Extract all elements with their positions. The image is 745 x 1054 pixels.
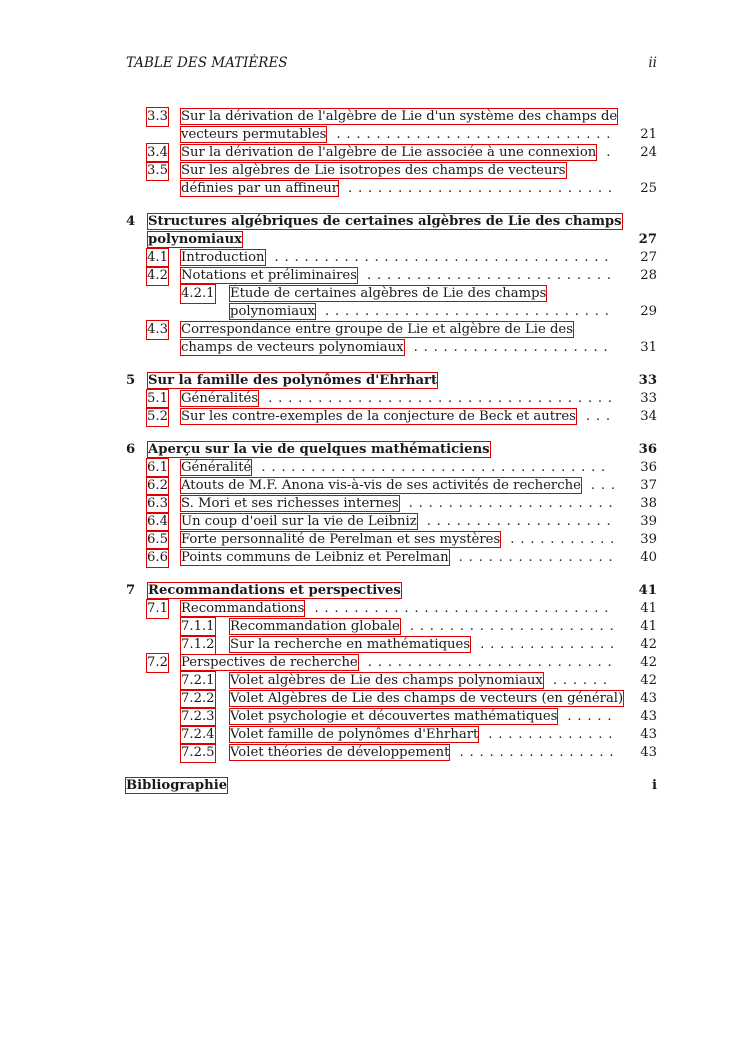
toc-entry-number[interactable]: 4.2.1 bbox=[181, 286, 215, 301]
toc-entry-number[interactable]: 4 bbox=[126, 214, 136, 229]
dot-leader: ... bbox=[575, 409, 616, 424]
toc-entry-page-number: 27 bbox=[638, 232, 657, 247]
toc-entry-title-link[interactable]: Sur les contre-exemples de la conjecture de Beck et autres bbox=[181, 409, 576, 424]
toc-entry-number[interactable]: 7.1.1 bbox=[181, 619, 215, 634]
table-of-contents bbox=[126, 108, 657, 795]
toc-subsection-entry[interactable] bbox=[126, 672, 657, 690]
toc-entry-number[interactable]: 7.1.2 bbox=[181, 637, 215, 652]
toc-entry-title-link[interactable]: Volet psychologie et découvertes mathématiques bbox=[230, 709, 558, 724]
toc-entry-page-number: 31 bbox=[640, 340, 657, 355]
toc-entry-page-number: 39 bbox=[640, 514, 657, 529]
dot-leader: ..................... bbox=[398, 496, 619, 511]
toc-entry-number[interactable]: 3.5 bbox=[147, 163, 168, 178]
dot-leader: ........................... bbox=[338, 181, 618, 196]
toc-subsection-entry[interactable] bbox=[126, 708, 657, 726]
toc-chapter-entry[interactable] bbox=[126, 213, 657, 249]
toc-entry-page-number: i bbox=[651, 778, 657, 793]
toc-bibliography-entry[interactable] bbox=[126, 777, 657, 795]
toc-entry-page-number: 42 bbox=[640, 637, 657, 652]
toc-subsection-entry[interactable] bbox=[126, 636, 657, 654]
toc-entry-number[interactable]: 5 bbox=[126, 373, 136, 388]
dot-leader: .................................. bbox=[264, 250, 615, 265]
toc-chapter-entry[interactable] bbox=[126, 372, 657, 390]
toc-entry-number[interactable]: 7.2.3 bbox=[181, 709, 215, 724]
dot-leader: ......................... bbox=[357, 655, 618, 670]
toc-entry-page-number: 43 bbox=[640, 745, 657, 760]
toc-entry-title-link[interactable]: S. Mori et ses richesses internes bbox=[181, 496, 399, 511]
toc-entry-title-link[interactable]: Correspondance entre groupe de Lie et algèbre de Lie des champs de vecteurs polynomiaux bbox=[181, 322, 573, 355]
toc-entry-number[interactable]: 4.2 bbox=[147, 268, 168, 283]
toc-subsection-entry[interactable] bbox=[126, 690, 657, 708]
toc-entry-number[interactable]: 7 bbox=[126, 583, 136, 598]
header-title: TABLE DES MATIÈRES bbox=[126, 55, 288, 71]
toc-entry-page-number: 37 bbox=[640, 478, 657, 493]
toc-entry-page-number: 24 bbox=[640, 145, 657, 160]
toc-section-entry[interactable] bbox=[126, 459, 657, 477]
toc-entry-title-link[interactable]: Volet Algèbres de Lie des champs de vecteurs (en général) bbox=[230, 691, 624, 706]
toc-section-entry[interactable] bbox=[126, 549, 657, 567]
toc-entry-page-number: 43 bbox=[640, 727, 657, 742]
dot-leader: ............................ bbox=[326, 127, 617, 142]
toc-chapter-entry[interactable] bbox=[126, 441, 657, 459]
toc-section-entry[interactable] bbox=[126, 495, 657, 513]
toc-entry-number[interactable]: 6.6 bbox=[147, 550, 168, 565]
toc-entry-page-number: 39 bbox=[640, 532, 657, 547]
toc-subsection-entry[interactable] bbox=[126, 285, 657, 321]
header-page-number: ii bbox=[648, 55, 657, 71]
toc-entry-title-link[interactable]: Recommandations et perspectives bbox=[148, 583, 401, 598]
toc-subsection-entry[interactable] bbox=[126, 726, 657, 744]
toc-subsection-entry[interactable] bbox=[126, 618, 657, 636]
dot-leader: ............. bbox=[478, 727, 619, 742]
toc-entry-number[interactable]: 5.2 bbox=[147, 409, 168, 424]
toc-entry-title-link[interactable]: Volet algèbres de Lie des champs polynomiaux bbox=[230, 673, 543, 688]
toc-entry-title-link[interactable]: Notations et préliminaires bbox=[181, 268, 358, 283]
toc-entry-page-number: 40 bbox=[640, 550, 657, 565]
toc-entry-title-link[interactable]: Points communs de Leibniz et Perelman bbox=[181, 550, 449, 565]
dot-leader: ............................. bbox=[315, 304, 615, 319]
toc-section-entry[interactable] bbox=[126, 600, 657, 618]
toc-entry-title-link[interactable]: Recommandation globale bbox=[230, 619, 400, 634]
toc-entry-number[interactable]: 6 bbox=[126, 442, 136, 457]
toc-entry-title-link[interactable]: Sur la famille des polynômes d'Ehrhart bbox=[148, 373, 438, 388]
toc-section-entry[interactable] bbox=[126, 654, 657, 672]
toc-entry-page-number: 36 bbox=[640, 460, 657, 475]
toc-entry-title-link[interactable]: Généralité bbox=[181, 460, 252, 475]
toc-entry-number[interactable]: 7.2.4 bbox=[181, 727, 215, 742]
toc-entry-number[interactable]: 4.1 bbox=[147, 250, 168, 265]
toc-entry-title-link[interactable]: Sur la recherche en mathématiques bbox=[230, 637, 471, 652]
toc-entry-number[interactable]: 6.4 bbox=[147, 514, 168, 529]
toc-section-entry[interactable] bbox=[126, 390, 657, 408]
toc-entry-page-number: 43 bbox=[640, 691, 657, 706]
toc-entry-title-link[interactable]: Sur la dérivation de l'algèbre de Lie associée à une connexion bbox=[181, 145, 597, 160]
toc-section-entry[interactable] bbox=[126, 144, 657, 162]
toc-entry-page-number: 43 bbox=[640, 709, 657, 724]
toc-entry-page-number: 38 bbox=[640, 496, 657, 511]
toc-entry-number[interactable]: 7.2 bbox=[147, 655, 168, 670]
toc-entry-page-number: 41 bbox=[640, 619, 657, 634]
toc-entry-number[interactable]: 4.3 bbox=[147, 322, 168, 337]
dot-leader: ................ bbox=[448, 550, 619, 565]
dot-leader: ......................... bbox=[357, 268, 617, 283]
toc-section-entry[interactable] bbox=[126, 162, 657, 198]
dot-leader: ................................... bbox=[258, 391, 618, 406]
toc-entry-number[interactable]: 6.3 bbox=[147, 496, 168, 511]
toc-entry-number[interactable]: 6.2 bbox=[147, 478, 168, 493]
running-header bbox=[126, 55, 657, 75]
toc-section-entry[interactable] bbox=[126, 267, 657, 285]
toc-entry-page-number: 34 bbox=[640, 409, 657, 424]
toc-entry-page-number: 21 bbox=[640, 127, 657, 142]
toc-entry-page-number: 36 bbox=[638, 442, 657, 457]
toc-entry-title-link[interactable]: Étude de certaines algèbres de Lie des champs polynomiaux bbox=[230, 286, 547, 319]
dot-leader: ................... bbox=[416, 514, 617, 529]
toc-section-entry[interactable] bbox=[126, 531, 657, 549]
toc-entry-title-link[interactable]: Volet famille de polynômes d'Ehrhart bbox=[230, 727, 479, 742]
dot-leader: . bbox=[596, 145, 617, 160]
toc-entry-title-link[interactable]: Atouts de M.F. Anona vis-à-vis de ses activités de recherche bbox=[181, 478, 581, 493]
dot-leader: ...... bbox=[542, 673, 613, 688]
toc-section-entry[interactable] bbox=[126, 408, 657, 426]
toc-entry-title-link[interactable]: Sur la dérivation de l'algèbre de Lie d'un système des champs de vecteurs permutables bbox=[181, 109, 618, 142]
toc-entry-number[interactable]: 6.1 bbox=[147, 460, 168, 475]
toc-entry-title-link[interactable]: Perspectives de recherche bbox=[181, 655, 358, 670]
toc-entry-page-number: 42 bbox=[640, 673, 657, 688]
toc-entry-page-number: 33 bbox=[640, 391, 657, 406]
toc-entry-page-number: 29 bbox=[640, 304, 657, 319]
toc-entry-number[interactable]: 7.1 bbox=[147, 601, 168, 616]
dot-leader: .............. bbox=[470, 637, 621, 652]
toc-entry-number[interactable]: 3.3 bbox=[147, 109, 168, 124]
toc-entry-page-number: 25 bbox=[640, 181, 657, 196]
toc-entry-number[interactable]: 7.2.5 bbox=[181, 745, 215, 760]
toc-entry-number[interactable]: 7.2.2 bbox=[181, 691, 215, 706]
toc-entry-title-link[interactable]: Généralités bbox=[181, 391, 259, 406]
toc-entry-title-link[interactable]: Aperçu sur la vie de quelques mathématiciens bbox=[148, 442, 490, 457]
toc-chapter-entry[interactable] bbox=[126, 582, 657, 600]
dot-leader: ..................... bbox=[399, 619, 620, 634]
toc-section-entry[interactable] bbox=[126, 477, 657, 495]
toc-entry-page-number: 41 bbox=[638, 583, 657, 598]
toc-subsection-entry[interactable] bbox=[126, 744, 657, 762]
dot-leader: ..... bbox=[557, 709, 618, 724]
dot-leader: ................................... bbox=[251, 460, 612, 475]
dot-leader: .............................. bbox=[304, 601, 615, 616]
toc-entry-number[interactable]: 3.4 bbox=[147, 145, 168, 160]
toc-entry-page-number: 41 bbox=[640, 601, 657, 616]
toc-entry-title-link[interactable]: Introduction bbox=[181, 250, 265, 265]
toc-entry-title-link[interactable]: Un coup d'oeil sur la vie de Leibniz bbox=[181, 514, 417, 529]
toc-section-entry[interactable] bbox=[126, 249, 657, 267]
toc-entry-title-link[interactable]: Bibliographie bbox=[126, 778, 228, 793]
dot-leader: ................ bbox=[449, 745, 620, 760]
dot-leader: ........... bbox=[500, 532, 621, 547]
toc-entry-number[interactable]: 6.5 bbox=[147, 532, 168, 547]
toc-entry-title-link[interactable]: Structures algébriques de certaines algèbres de Lie des champs polynomiaux bbox=[148, 214, 622, 247]
toc-entry-page-number: 27 bbox=[640, 250, 657, 265]
toc-entry-page-number: 33 bbox=[638, 373, 657, 388]
toc-entry-title-link[interactable]: Recommandations bbox=[181, 601, 305, 616]
toc-entry-page-number: 42 bbox=[640, 655, 657, 670]
dot-leader: .................... bbox=[403, 340, 614, 355]
toc-entry-title-link[interactable]: Sur les algèbres de Lie isotropes des champs de vecteurs définies par un affineur bbox=[181, 163, 566, 196]
toc-entry-number[interactable]: 7.2.1 bbox=[181, 673, 215, 688]
dot-leader: ... bbox=[580, 478, 621, 493]
toc-entry-page-number: 28 bbox=[640, 268, 657, 283]
toc-section-entry[interactable] bbox=[126, 513, 657, 531]
toc-entry-number[interactable]: 5.1 bbox=[147, 391, 168, 406]
toc-section-entry[interactable] bbox=[126, 321, 657, 357]
toc-section-entry[interactable] bbox=[126, 108, 657, 144]
toc-entry-title-link[interactable]: Volet théories de développement bbox=[230, 745, 450, 760]
toc-entry-title-link[interactable]: Forte personnalité de Perelman et ses mystères bbox=[181, 532, 501, 547]
